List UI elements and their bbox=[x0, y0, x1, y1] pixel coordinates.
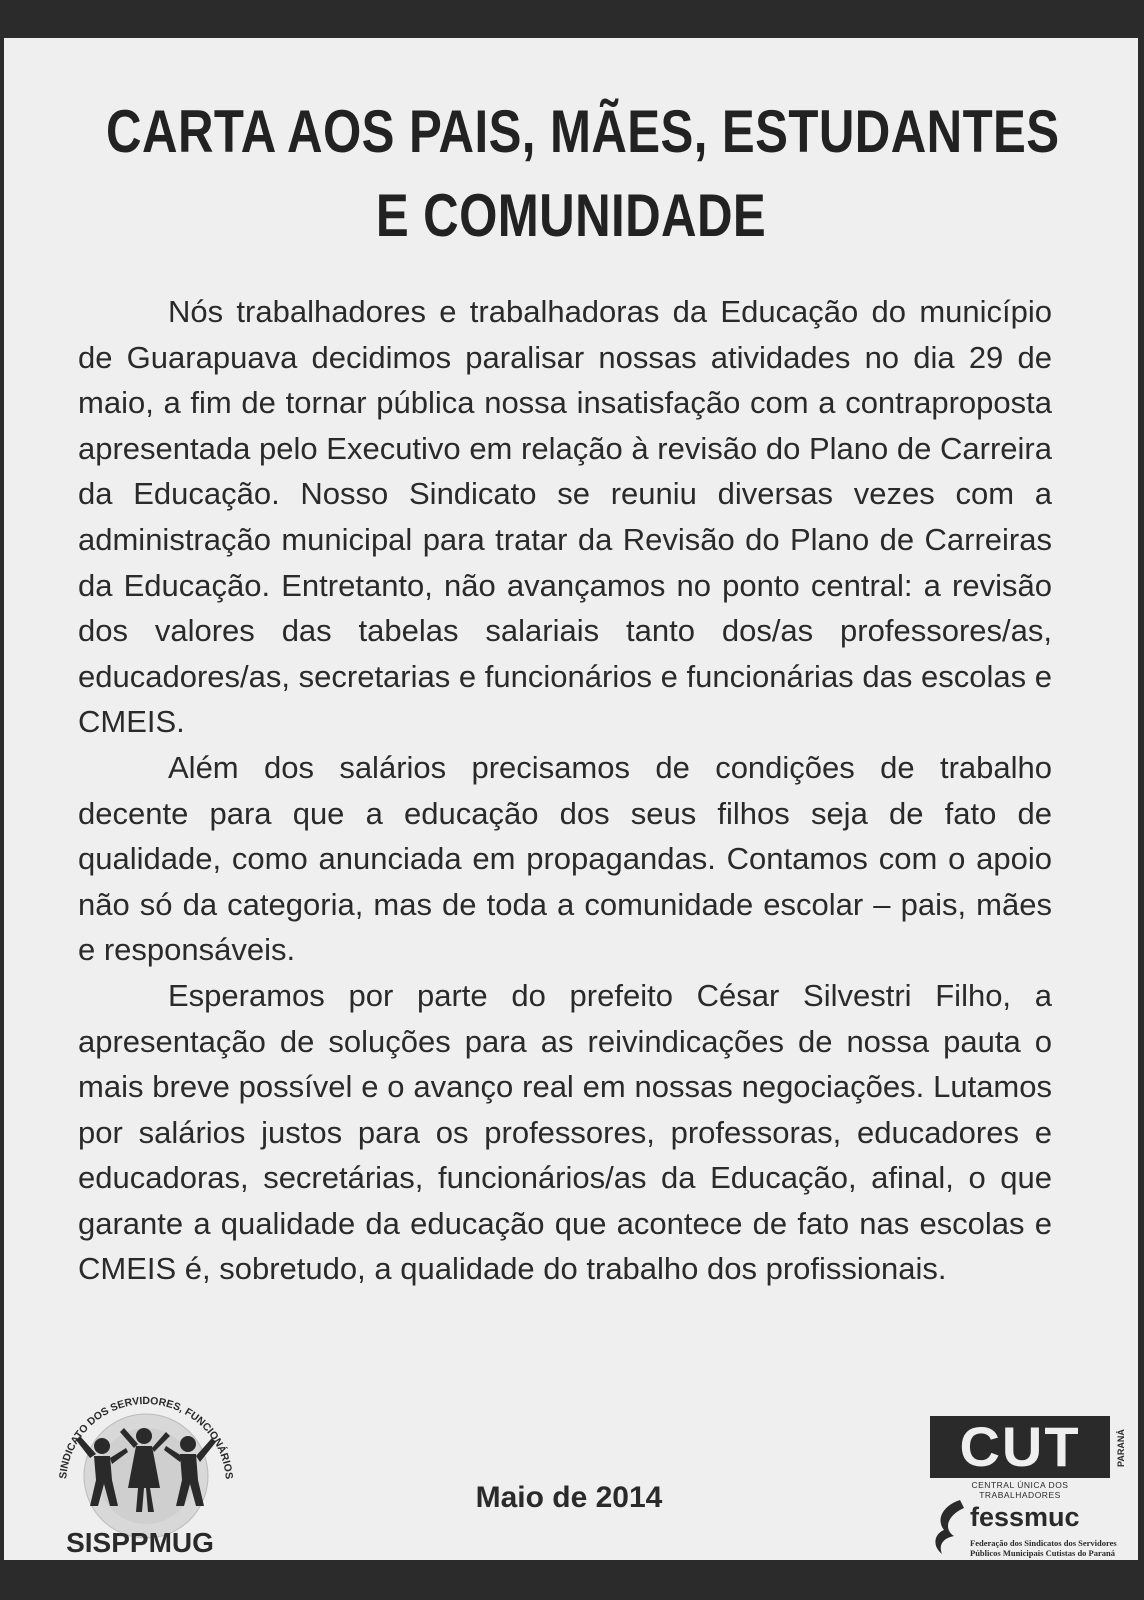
fessmuc-fullname-line-1: Federação dos Sindicatos dos Servidores bbox=[970, 1538, 1117, 1548]
sisppmug-ring-text: SINDICATO DOS SERVIDORES, FUNCIONÁRIOS bbox=[57, 1394, 235, 1480]
fessmuc-swoosh-icon bbox=[930, 1496, 970, 1556]
cut-region: PARANÁ bbox=[1116, 1429, 1126, 1467]
letter-page bbox=[4, 38, 1138, 1560]
letter-title bbox=[106, 90, 1060, 258]
paragraph-1: Nós trabalhadores e trabalhadoras da Educação do município de Guarapuava decidimos paralisar nossas atividades no dia 29 de maio, a fim de tornar pública nossa insatisfação com a contraproposta apresentada pelo Executivo em relação à revisão do Plano de Carreira da Educação. Nosso Sindicato se reuniu diversas vezes com a administração municipal para tratar da Revisão do Plano de Carreiras da Educação. Entretanto, não avançamos no ponto central: a revisão dos valores das tabelas salariais tanto dos/as professores/as, educadores/as, secretarias e funcionários e funcionárias das escolas e CMEIS. bbox=[78, 294, 1052, 740]
cut-logo: CUT bbox=[959, 1415, 1081, 1478]
letter-date: Maio de 2014 bbox=[475, 1481, 663, 1514]
sisppmug-emblem-icon bbox=[40, 1376, 250, 1591]
bottom-border bbox=[0, 1560, 1144, 1600]
cut-fullname: CENTRAL ÚNICA DOS TRABALHADORES bbox=[971, 1480, 1069, 1500]
sisppmug-acronym: SISPPMUG bbox=[66, 1527, 214, 1558]
fessmuc-fullname bbox=[970, 1538, 1130, 1558]
paragraph-2: Além dos salários precisamos de condições de trabalho decente para que a educação dos seus filhos seja de fato de qualidade, como anunciada em propagandas. Contamos com o apoio não só da categoria, mas de toda a comunidade escolar – pais, mães e responsáveis. bbox=[78, 749, 1052, 968]
paragraph-3: Esperamos por parte do prefeito César Silvestri Filho, a apresentação de soluções para as reivindicações de nossa pauta o mais breve possível e o avanço real em nossas negociações. Lutamos por salários justos para os professores, professoras, educadores e educadoras, secretárias, funcionários/as da Educação, afinal, o que garante a qualidade da educação que acontece de fato nas escolas e CMEIS é, sobretudo, a qualidade do trabalho dos profissionais. bbox=[78, 977, 1052, 1287]
sisppmug-logo bbox=[40, 1376, 250, 1591]
fessmuc-fullname-line-2: Públicos Municipais Cutistas do Paraná bbox=[970, 1548, 1115, 1558]
title-line-1: CARTA AOS PAIS, MÃES, ESTUDANTES bbox=[106, 98, 1060, 165]
letter-body bbox=[78, 289, 1052, 1292]
title-line-2: E COMUNIDADE bbox=[375, 182, 767, 249]
fessmuc-name: fessmuc bbox=[970, 1502, 1080, 1532]
top-border bbox=[0, 0, 1144, 38]
